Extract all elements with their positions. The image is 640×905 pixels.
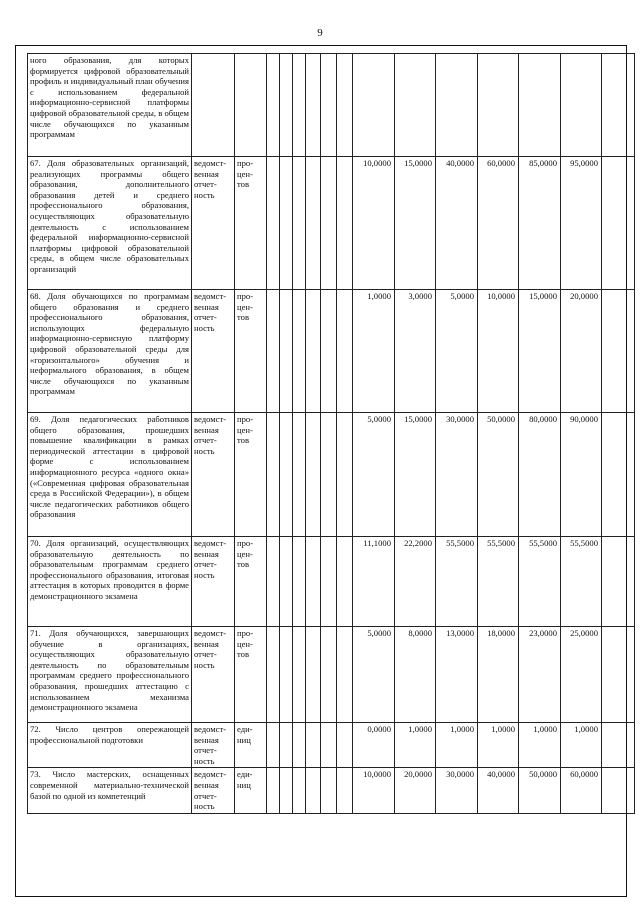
table-row bbox=[28, 54, 635, 157]
empty-cell bbox=[602, 413, 635, 537]
unit-cell: про- цен- тов bbox=[235, 157, 267, 290]
empty-cell bbox=[337, 627, 353, 723]
value-cell: 90,0000 bbox=[561, 413, 602, 537]
value-cell: 1,0000 bbox=[561, 723, 602, 768]
empty-cell bbox=[267, 413, 280, 537]
empty-cell bbox=[306, 54, 321, 157]
table-row bbox=[28, 723, 635, 768]
empty-cell bbox=[280, 723, 293, 768]
empty-cell bbox=[306, 413, 321, 537]
empty-cell bbox=[602, 723, 635, 768]
empty-cell bbox=[337, 768, 353, 813]
empty-cell bbox=[321, 723, 337, 768]
empty-cell bbox=[602, 54, 635, 157]
value-cell: 25,0000 bbox=[561, 627, 602, 723]
value-cell: 1,0000 bbox=[395, 723, 436, 768]
indicator-cell: 69. Доля педагогических работников общего образования, прошедших повышение квалификации в рамках периодической аттестации в цифровой форме с использованием информационного ресурса «одного окна» («Современная цифровая образовательная среда в Российской Федерации»), в общем числе педагогических работников общего образования bbox=[28, 413, 192, 537]
value-cell: 22,2000 bbox=[395, 537, 436, 627]
indicators-table bbox=[27, 53, 635, 814]
empty-cell bbox=[337, 537, 353, 627]
page-number: 9 bbox=[317, 27, 323, 39]
table-row bbox=[28, 768, 635, 813]
empty-cell bbox=[293, 723, 306, 768]
unit-cell: про- цен- тов bbox=[235, 537, 267, 627]
empty-cell bbox=[306, 157, 321, 290]
value-cell: 10,0000 bbox=[353, 157, 395, 290]
empty-cell bbox=[602, 537, 635, 627]
value-cell: 13,0000 bbox=[436, 627, 478, 723]
value-cell bbox=[478, 54, 519, 157]
indicator-cell: 67. Доля образовательных организаций, реализующих программы общего образования, дополнительного образования детей и среднего профессионального образования, осуществляющих образовательную деятельность с использованием федеральной информационно-сервисной платформы цифровой образовательной среды, в общем числе образовательных организаций bbox=[28, 157, 192, 290]
source-cell: ведомст- венная отчет- ность bbox=[192, 157, 235, 290]
source-cell bbox=[192, 54, 235, 157]
unit-cell: про- цен- тов bbox=[235, 413, 267, 537]
empty-cell bbox=[267, 290, 280, 413]
unit-cell: про- цен- тов bbox=[235, 290, 267, 413]
indicator-cell: ного образования, для которых формируется цифровой образовательный профиль и индивидуальный план обучения с использованием федеральной информационно-сервисной платформы цифровой образовательной среды, в общем числе обучающихся по указанным программам bbox=[28, 54, 192, 157]
empty-cell bbox=[321, 768, 337, 813]
value-cell: 40,0000 bbox=[436, 157, 478, 290]
value-cell: 18,0000 bbox=[478, 627, 519, 723]
table-row bbox=[28, 537, 635, 627]
empty-cell bbox=[293, 537, 306, 627]
value-cell: 23,0000 bbox=[519, 627, 561, 723]
empty-cell bbox=[306, 537, 321, 627]
empty-cell bbox=[280, 627, 293, 723]
empty-cell bbox=[321, 627, 337, 723]
empty-cell bbox=[293, 54, 306, 157]
empty-cell bbox=[293, 768, 306, 813]
empty-cell bbox=[293, 413, 306, 537]
empty-cell bbox=[280, 54, 293, 157]
value-cell: 15,0000 bbox=[395, 413, 436, 537]
indicator-cell: 71. Доля обучающихся, завершающих обучение в организациях, осуществляющих образовательную деятельность по образовательным программам среднего профессионального образования, прошедших аттестацию с использованием механизма демонстрационного экзамена bbox=[28, 627, 192, 723]
value-cell: 11,1000 bbox=[353, 537, 395, 627]
empty-cell bbox=[293, 290, 306, 413]
value-cell bbox=[561, 54, 602, 157]
empty-cell bbox=[306, 290, 321, 413]
table-row bbox=[28, 290, 635, 413]
value-cell bbox=[436, 54, 478, 157]
empty-cell bbox=[321, 413, 337, 537]
empty-cell bbox=[280, 537, 293, 627]
unit-cell bbox=[235, 54, 267, 157]
value-cell: 95,0000 bbox=[561, 157, 602, 290]
value-cell: 60,0000 bbox=[478, 157, 519, 290]
empty-cell bbox=[306, 723, 321, 768]
empty-cell bbox=[321, 54, 337, 157]
indicator-cell: 72. Число центров опережающей профессиональной подготовки bbox=[28, 723, 192, 768]
value-cell: 20,0000 bbox=[395, 768, 436, 813]
unit-cell: еди- ниц bbox=[235, 723, 267, 768]
value-cell: 1,0000 bbox=[353, 290, 395, 413]
empty-cell bbox=[337, 54, 353, 157]
value-cell bbox=[395, 54, 436, 157]
table-row bbox=[28, 627, 635, 723]
empty-cell bbox=[337, 413, 353, 537]
empty-cell bbox=[337, 290, 353, 413]
empty-cell bbox=[280, 768, 293, 813]
value-cell: 0,0000 bbox=[353, 723, 395, 768]
value-cell: 1,0000 bbox=[478, 723, 519, 768]
empty-cell bbox=[267, 627, 280, 723]
empty-cell bbox=[602, 290, 635, 413]
value-cell: 10,0000 bbox=[478, 290, 519, 413]
empty-cell bbox=[267, 768, 280, 813]
unit-cell: про- цен- тов bbox=[235, 627, 267, 723]
value-cell: 15,0000 bbox=[519, 290, 561, 413]
unit-cell: еди- ниц bbox=[235, 768, 267, 813]
value-cell: 3,0000 bbox=[395, 290, 436, 413]
value-cell: 10,0000 bbox=[353, 768, 395, 813]
value-cell: 15,0000 bbox=[395, 157, 436, 290]
empty-cell bbox=[306, 768, 321, 813]
value-cell: 55,5000 bbox=[519, 537, 561, 627]
value-cell: 85,0000 bbox=[519, 157, 561, 290]
value-cell: 60,0000 bbox=[561, 768, 602, 813]
empty-cell bbox=[321, 290, 337, 413]
empty-cell bbox=[321, 157, 337, 290]
value-cell: 50,0000 bbox=[478, 413, 519, 537]
empty-cell bbox=[267, 54, 280, 157]
indicator-cell: 73. Число мастерских, оснащенных современной материально-технической базой по одной из компетенций bbox=[28, 768, 192, 813]
value-cell: 30,0000 bbox=[436, 413, 478, 537]
empty-cell bbox=[280, 290, 293, 413]
source-cell: ведомст- венная отчет- ность bbox=[192, 627, 235, 723]
empty-cell bbox=[306, 627, 321, 723]
empty-cell bbox=[280, 413, 293, 537]
value-cell: 55,5000 bbox=[478, 537, 519, 627]
indicator-cell: 68. Доля обучающихся по программам общего образования и среднего профессионального образования, использующих федеральную информационно-сервисную платформу цифровой образовательной среды для «горизонтального» обучения и неформального образования, в общем числе обучающихся по указанным программам bbox=[28, 290, 192, 413]
empty-cell bbox=[267, 157, 280, 290]
empty-cell bbox=[293, 627, 306, 723]
value-cell: 30,0000 bbox=[436, 768, 478, 813]
empty-cell bbox=[337, 157, 353, 290]
source-cell: ведомст- венная отчет- ность bbox=[192, 723, 235, 768]
value-cell: 5,0000 bbox=[436, 290, 478, 413]
value-cell: 1,0000 bbox=[436, 723, 478, 768]
value-cell: 20,0000 bbox=[561, 290, 602, 413]
value-cell: 5,0000 bbox=[353, 627, 395, 723]
value-cell: 50,0000 bbox=[519, 768, 561, 813]
value-cell: 55,5000 bbox=[561, 537, 602, 627]
empty-cell bbox=[602, 157, 635, 290]
value-cell: 40,0000 bbox=[478, 768, 519, 813]
empty-cell bbox=[280, 157, 293, 290]
empty-cell bbox=[602, 768, 635, 813]
value-cell: 1,0000 bbox=[519, 723, 561, 768]
empty-cell bbox=[267, 537, 280, 627]
empty-cell bbox=[321, 537, 337, 627]
source-cell: ведомст- венная отчет- ность bbox=[192, 537, 235, 627]
empty-cell bbox=[602, 627, 635, 723]
value-cell: 80,0000 bbox=[519, 413, 561, 537]
value-cell bbox=[519, 54, 561, 157]
table-body bbox=[28, 54, 635, 814]
value-cell: 5,0000 bbox=[353, 413, 395, 537]
value-cell bbox=[353, 54, 395, 157]
table-row bbox=[28, 413, 635, 537]
empty-cell bbox=[293, 157, 306, 290]
source-cell: ведомст- венная отчет- ность bbox=[192, 413, 235, 537]
source-cell: ведомст- венная отчет- ность bbox=[192, 768, 235, 813]
value-cell: 8,0000 bbox=[395, 627, 436, 723]
indicator-cell: 70. Доля организаций, осуществляющих образовательную деятельность по образовательным программам среднего профессионального образования, итоговая аттестация в которых проводится в форме демонстрационного экзамена bbox=[28, 537, 192, 627]
source-cell: ведомст- венная отчет- ность bbox=[192, 290, 235, 413]
value-cell: 55,5000 bbox=[436, 537, 478, 627]
table-row bbox=[28, 157, 635, 290]
empty-cell bbox=[267, 723, 280, 768]
empty-cell bbox=[337, 723, 353, 768]
